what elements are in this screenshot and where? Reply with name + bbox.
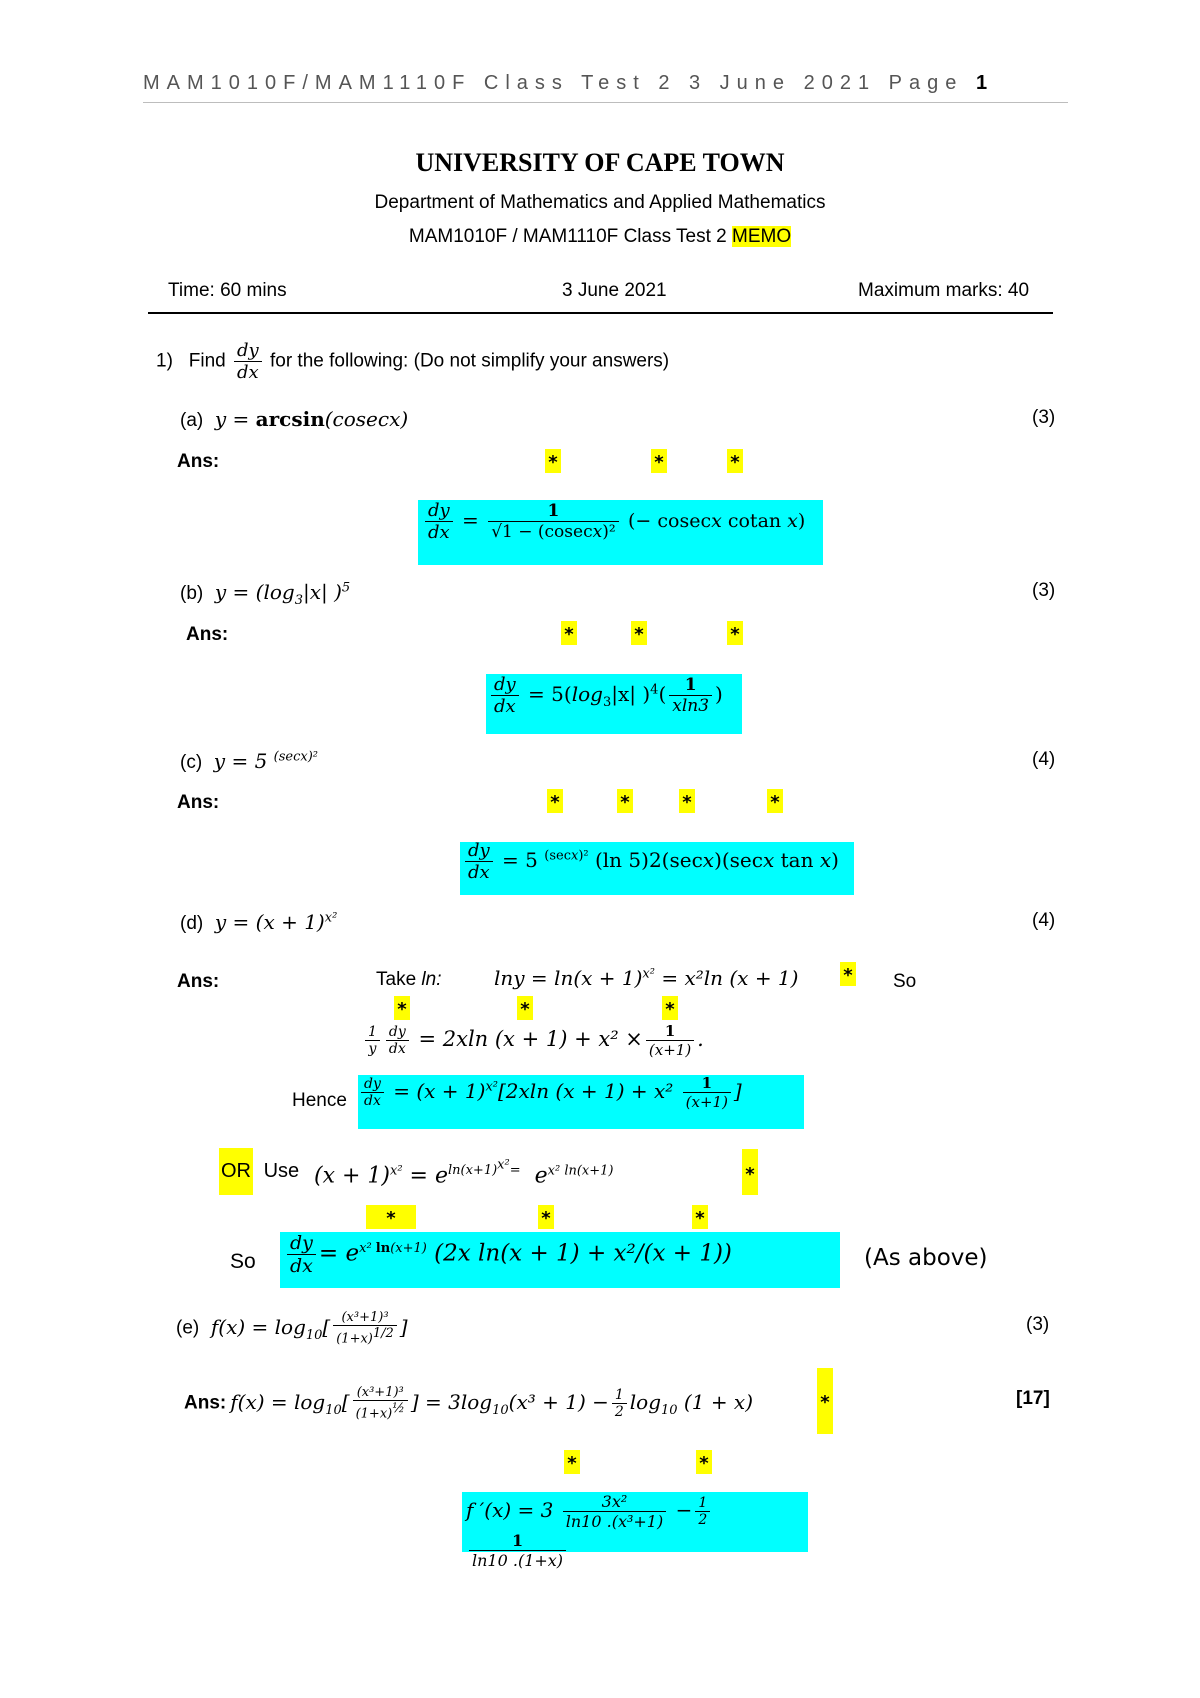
mark-star: * bbox=[651, 449, 667, 473]
part-d-function: $y = (x + 1)^{x^2}$ bbox=[208, 910, 338, 934]
part-e-working bbox=[184, 1385, 753, 1421]
info-rule bbox=[148, 312, 1053, 314]
so2-word: So bbox=[230, 1250, 256, 1273]
question-1-total: [17] bbox=[1016, 1388, 1050, 1409]
part-d bbox=[180, 910, 337, 935]
part-e-function: $f(x) = \log_{10}$[ $\frac{\text{(x³+1)³}}{(1+x)^{1/2}}$ ] bbox=[204, 1310, 408, 1347]
log-equation: $\ln y = \ln(x + 1)^{x^2} = x^2\ln$ (x + 1) bbox=[494, 966, 799, 990]
part-e-star bbox=[817, 1368, 833, 1434]
mark-star: * bbox=[679, 789, 695, 813]
university-title: UNIVERSITY OF CAPE TOWN bbox=[415, 148, 785, 177]
part-c-function: y = 5 $^{(secx)^2}$ bbox=[207, 749, 319, 773]
part-e-stars bbox=[564, 1450, 712, 1474]
or-label: OR bbox=[219, 1148, 253, 1195]
part-b-ans-label: Ans: bbox=[186, 624, 229, 645]
mark-star: * bbox=[631, 621, 647, 645]
part-d-answer: $\frac{dy}{dx}$ = $(x + 1)^{x^2}[2xln$ (x + 1) + x² $\frac{1}{(x+1)}$ ] bbox=[358, 1075, 804, 1129]
dy-dx-fraction: $\frac{dy}{dx}$ bbox=[234, 340, 262, 383]
implicit-derivative: $\frac{1}{y}$ $\frac{dy}{dx}$ = 2xln (x + 1) + x² × $\frac{1}{(x+1)}$ . bbox=[362, 1022, 704, 1059]
mark-star: * bbox=[617, 789, 633, 813]
part-c-label: (c) bbox=[180, 752, 203, 773]
part-a-label: (a) bbox=[180, 410, 204, 431]
part-e-answer: f ′(x) = 3 $\frac{\text{3x²}}{\text{ln10 .(x³+1)}}$ − $\frac{1}{2}$ $\frac{1}{\ln 10 .(1+x)}$ bbox=[462, 1492, 808, 1552]
part-c-marks-stars bbox=[547, 789, 783, 813]
as-above-note: (As above) bbox=[864, 1245, 988, 1271]
part-e bbox=[176, 1310, 408, 1346]
mark-star: * bbox=[545, 449, 561, 473]
mark-star: * bbox=[767, 789, 783, 813]
mark-star: * bbox=[817, 1368, 833, 1434]
exponential-star bbox=[742, 1149, 758, 1195]
part-b bbox=[180, 580, 350, 608]
part-d-marks: (4) bbox=[1032, 910, 1056, 931]
header-rule bbox=[143, 102, 1068, 103]
take-word: Take bbox=[376, 969, 417, 990]
hence-word: Hence bbox=[292, 1090, 347, 1111]
part-a bbox=[180, 407, 408, 432]
part-c bbox=[180, 749, 318, 774]
mark-star: * bbox=[561, 621, 577, 645]
log-equation-star bbox=[840, 962, 856, 986]
mark-star: * bbox=[564, 1450, 580, 1474]
part-e-expansion: $f(x) = \log_{10}$[ $\frac{\text{(x³+1)³}}{(1+x)^{\frac{1}{2}}}$ ] = $3\log_{10}(x^3 + 1)$ − $\frac{1}{2}$ $\log_{10} (1 + x)$ bbox=[230, 1385, 754, 1422]
mark-star: * bbox=[840, 962, 856, 986]
use-word: Use bbox=[263, 1160, 300, 1182]
part-c-ans-label: Ans: bbox=[177, 792, 220, 813]
mark-star: * bbox=[727, 621, 743, 645]
part-b-marks-stars bbox=[561, 621, 743, 645]
part-a-marks: (3) bbox=[1032, 407, 1056, 428]
mark-star: * bbox=[662, 996, 678, 1020]
part-d-label: (d) bbox=[180, 913, 204, 934]
mark-star: * bbox=[696, 1450, 712, 1474]
part-c-marks: (4) bbox=[1032, 749, 1056, 770]
so-word: So bbox=[893, 971, 917, 992]
part-e-label: (e) bbox=[176, 1317, 200, 1339]
mark-star: * bbox=[547, 789, 563, 813]
question-number: 1) bbox=[156, 350, 173, 372]
mark-star: * bbox=[538, 1205, 554, 1229]
part-c-answer: $\frac{dy}{dx}$ = 5 $^{(secx)^2}$ (ln 5)2(secx)(secx tan x) bbox=[460, 842, 854, 895]
find-word: Find bbox=[188, 350, 226, 372]
mark-star: * bbox=[742, 1149, 758, 1195]
part-d-alt-answer: $\frac{dy}{dx}$ = $e^{x^2 ln(x+1)}$ (2x ln(x + 1) + x²/(x + 1)) bbox=[280, 1232, 840, 1288]
part-e-ans-label: Ans: bbox=[184, 1392, 227, 1414]
question-instruction: for the following: (Do not simplify your answers) bbox=[269, 350, 670, 372]
part-a-marks-stars bbox=[545, 449, 743, 473]
test-title bbox=[0, 226, 1200, 248]
mark-star: * bbox=[366, 1205, 416, 1229]
mark-star: * bbox=[517, 996, 533, 1020]
page-number: 1 bbox=[975, 72, 995, 94]
mark-star: * bbox=[394, 996, 410, 1020]
course-title: MAM1010F / MAM1110F Class Test 2 bbox=[408, 226, 727, 247]
marks-info: Maximum marks: 40 bbox=[858, 280, 1030, 301]
header-text: MAM1010F/MAM1110F Class Test 2 3 June 2021 Page bbox=[143, 72, 964, 94]
part-b-answer: $\frac{dy}{dx}$ = $5(\log_3|x|$ )$^4$( $\frac{1}{xln3}$ ) bbox=[486, 674, 742, 734]
part-e-marks: (3) bbox=[1026, 1314, 1050, 1335]
page-header bbox=[143, 72, 994, 95]
part-a-function: y = arcsin(cosecx) bbox=[208, 407, 409, 431]
question-1 bbox=[156, 340, 669, 383]
date-info: 3 June 2021 bbox=[562, 280, 667, 301]
part-d-ans-label: Ans: bbox=[177, 971, 220, 992]
department-name: Department of Mathematics and Applied Mathematics bbox=[374, 192, 826, 213]
mark-star: * bbox=[727, 449, 743, 473]
mark-star: * bbox=[692, 1205, 708, 1229]
part-a-answer: $\frac{dy}{dx}$ = $\frac{1}{\text{√1 − (cosecx)²}}$ (− cosecx cotan x) bbox=[418, 500, 823, 565]
part-b-label: (b) bbox=[180, 583, 204, 604]
part-b-function: $y = (\log_3|x|$ )$^5$ bbox=[208, 580, 351, 608]
memo-label: MEMO bbox=[732, 226, 792, 247]
alt-stars bbox=[366, 1205, 708, 1229]
take-ln-line bbox=[376, 969, 442, 991]
or-line bbox=[219, 1148, 299, 1194]
part-a-ans-label: Ans: bbox=[177, 451, 220, 472]
exponential-form: $(x + 1)^{x^2} = e^{ln(x+1)^{x^2}=}$ $e^{x^2 ln(x+1)}$ bbox=[314, 1158, 614, 1189]
part-b-marks: (3) bbox=[1032, 580, 1056, 601]
ln-word: ln: bbox=[421, 969, 442, 990]
time-info: Time: 60 mins bbox=[168, 280, 287, 301]
derivative-stars bbox=[394, 996, 678, 1020]
